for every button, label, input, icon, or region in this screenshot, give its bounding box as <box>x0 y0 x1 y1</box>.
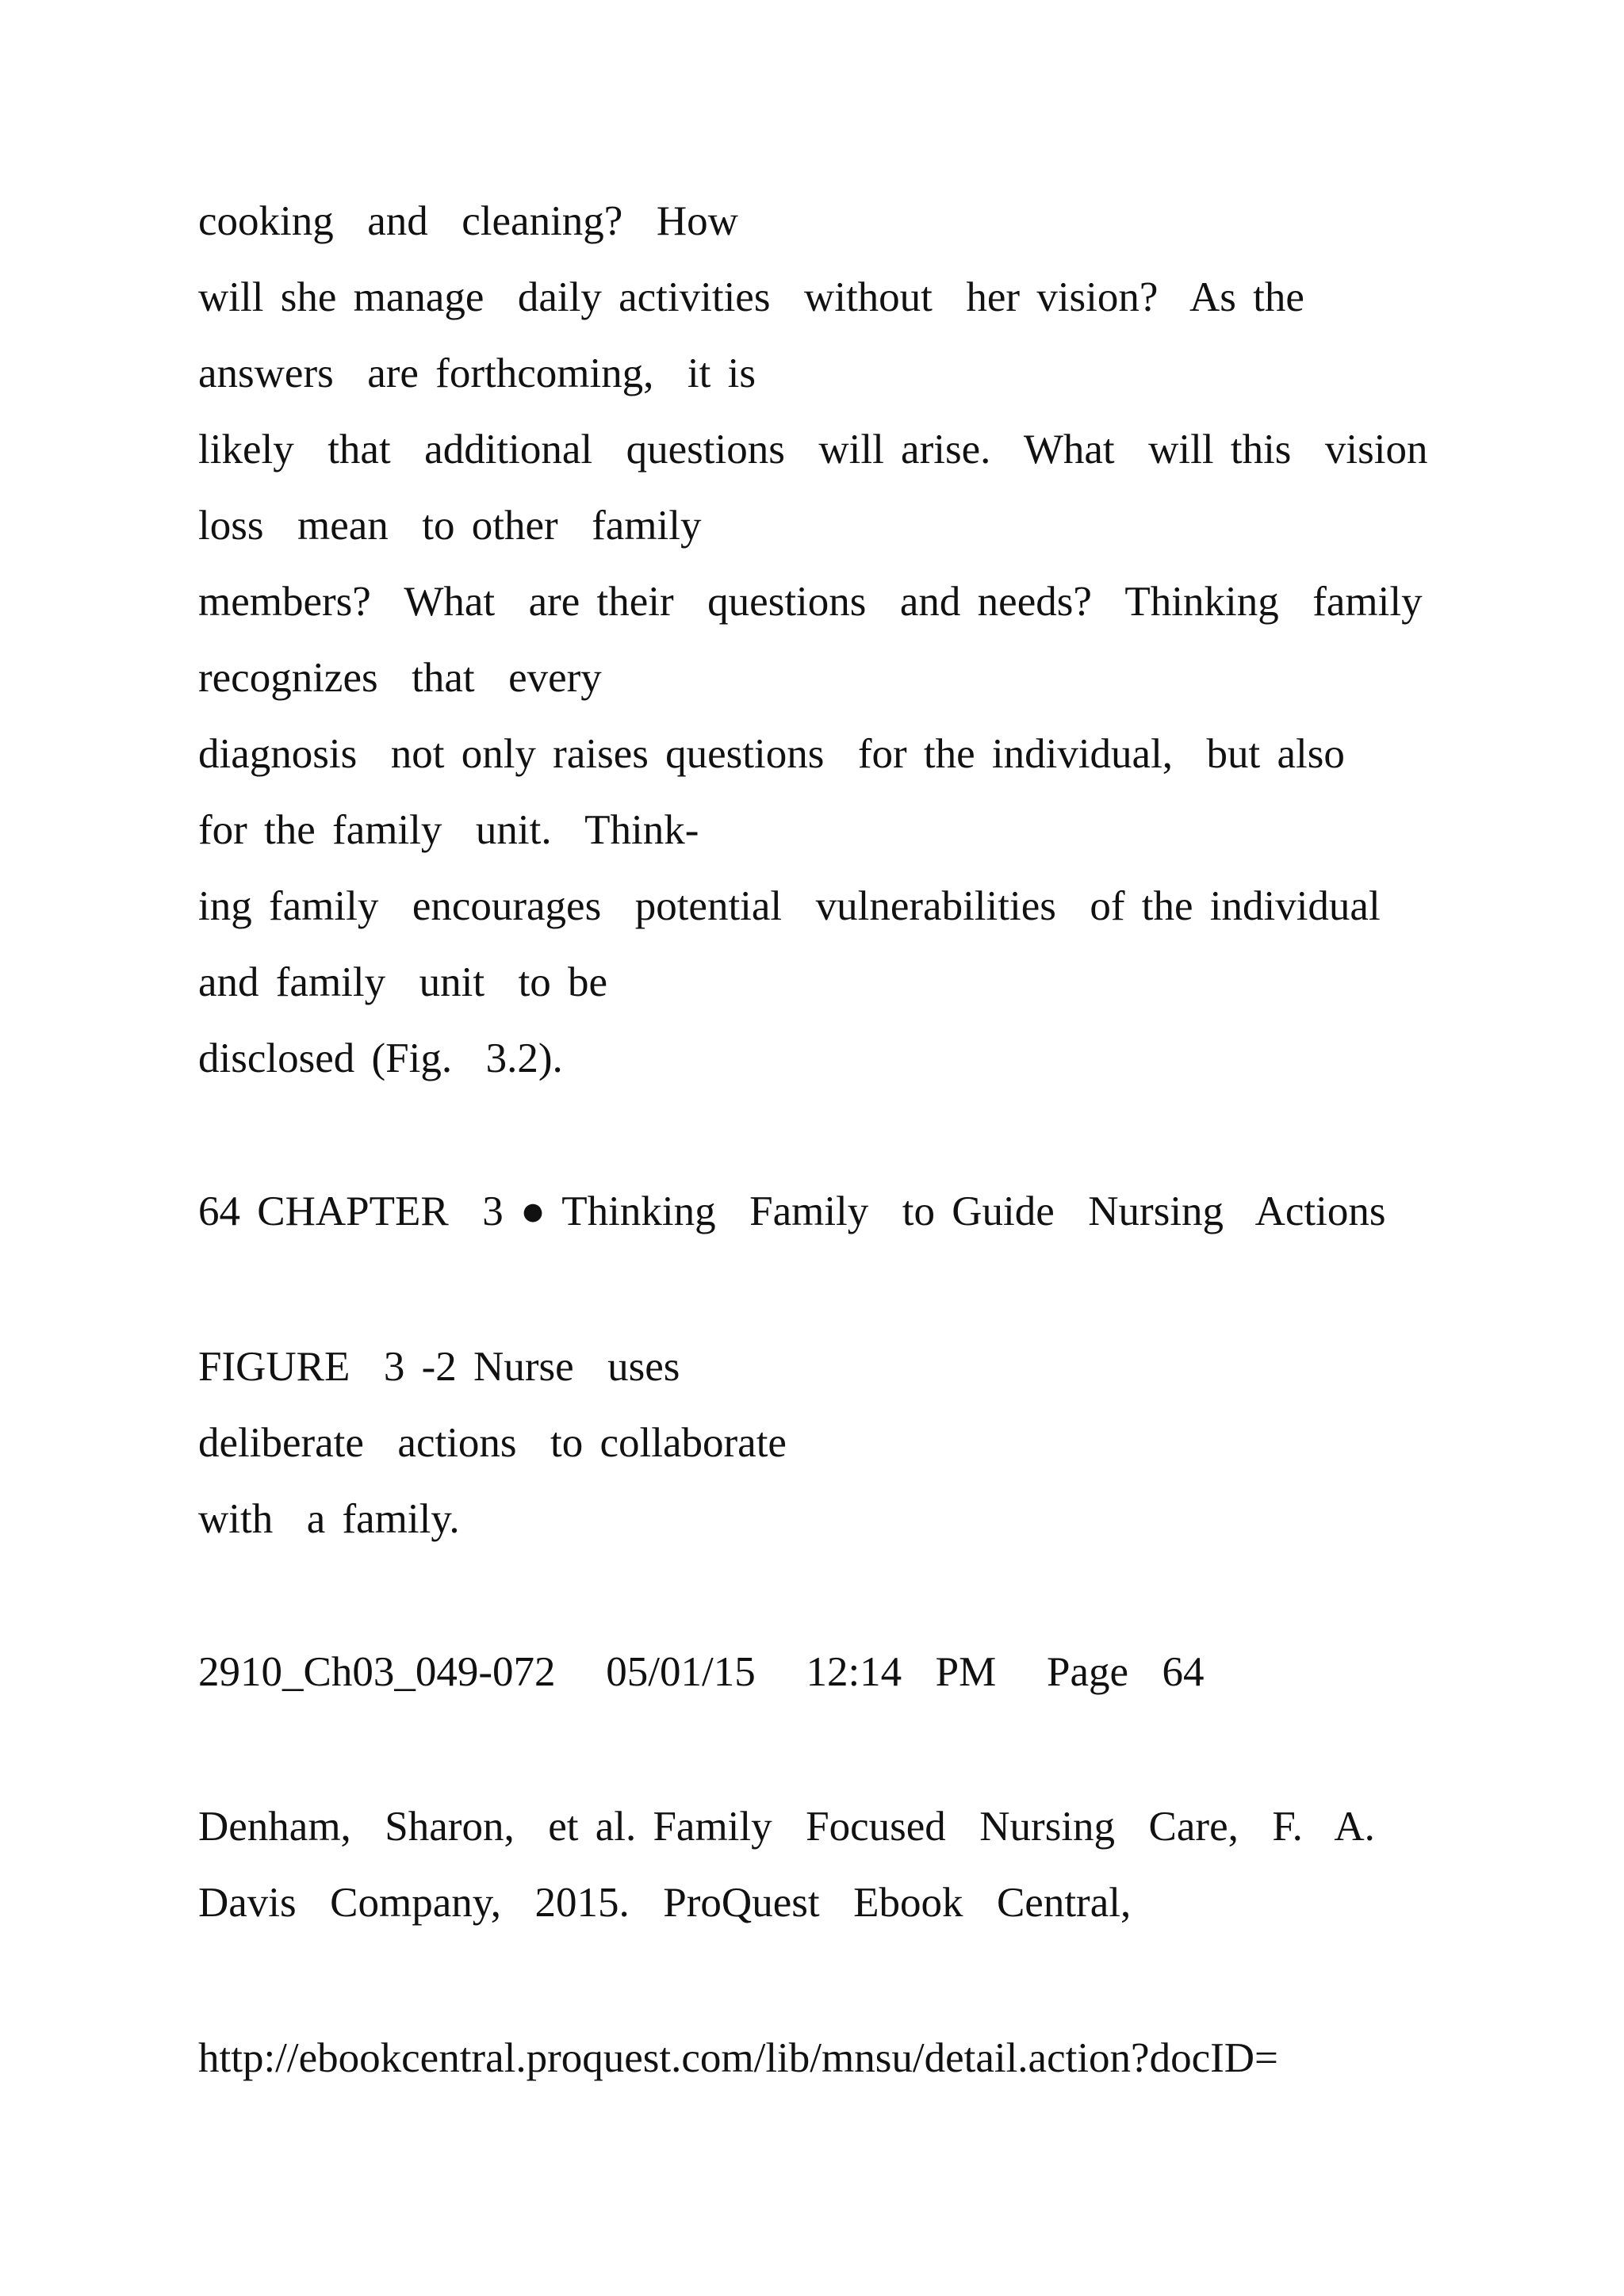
body-text-line: cooking and cleaning? How <box>198 198 738 244</box>
body-text-line: recognizes that every <box>198 655 602 701</box>
figure-caption-line: with a family. <box>198 1496 460 1542</box>
body-text-line: and family unit to be <box>198 959 608 1005</box>
body-text-line: disclosed (Fig. 3.2). <box>198 1035 563 1081</box>
figure-caption-line: deliberate actions to collaborate <box>198 1420 787 1466</box>
source-url: http://ebookcentral.proquest.com/lib/mnsu/detail.action?docID= <box>198 2035 1278 2081</box>
citation-line: Davis Company, 2015. ProQuest Ebook Central, <box>198 1880 1132 1926</box>
citation-line: Denham, Sharon, et al. Family Focused Nursing Care, F. A. <box>198 1804 1375 1850</box>
body-text-line: loss mean to other family <box>198 503 702 549</box>
body-text-line: members? What are their questions and needs? Thinking family <box>198 579 1423 625</box>
figure-caption-line: FIGURE 3 -2 Nurse uses <box>198 1344 680 1390</box>
body-text-line: likely that additional questions will arise. What will this vision <box>198 427 1428 473</box>
running-header: 64 CHAPTER 3 ● Thinking Family to Guide Nursing Actions <box>198 1188 1386 1234</box>
body-text-line: will she manage daily activities without her vision? As the <box>198 274 1304 320</box>
body-text-line: answers are forthcoming, it is <box>198 350 756 396</box>
body-text-line: for the family unit. Think- <box>198 807 699 853</box>
body-text-line: ing family encourages potential vulnerabilities of the individual <box>198 883 1381 929</box>
file-stamp: 2910_Ch03_049-072 05/01/15 12:14 PM Page 64 <box>198 1649 1205 1695</box>
body-text-line: diagnosis not only raises questions for the individual, but also <box>198 731 1345 777</box>
